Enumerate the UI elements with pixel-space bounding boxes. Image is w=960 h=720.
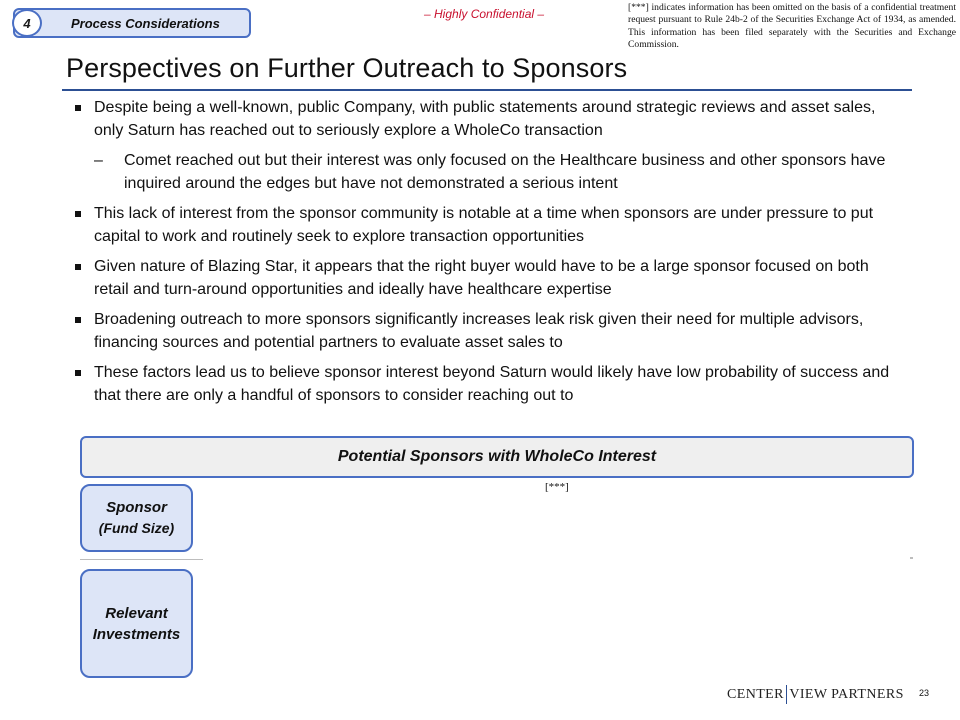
logo-text-right: VIEW PARTNERS xyxy=(789,686,904,702)
bullet-item: Broadening outreach to more sponsors significantly increases leak risk given their need for multiple advisors, financing sources and potential partners to evaluate asset sales to xyxy=(72,309,902,354)
bullet-item: These factors lead us to believe sponsor interest beyond Saturn would likely have low probability of success and that there are only a handful of sponsors to consider reaching out to xyxy=(72,362,902,407)
redaction-marker: [***] xyxy=(545,481,569,493)
bullet-item: Given nature of Blazing Star, it appears that the right buyer would have to be a large sponsor focused on both retail and turn-around opportunities and ideally have healthcare expertise xyxy=(72,256,902,301)
row-label-investments-line1: Relevant xyxy=(105,604,168,622)
bullet-item: This lack of interest from the sponsor community is notable at a time when sponsors are under pressure to put capital to work and routinely seek to explore transaction opportunities xyxy=(72,203,902,248)
sponsors-table-header: Potential Sponsors with WholeCo Interest xyxy=(80,436,914,478)
logo-divider-bar xyxy=(786,685,788,704)
confidentiality-disclaimer: [***] indicates information has been omitted on the basis of a confidential treatment request pursuant to Rule 24b-2 of the Securities Exchange Act of 1934, as amended. This information has been filed separately with the Securities and Exchange Commission. xyxy=(628,2,956,50)
bullet-list xyxy=(72,97,902,415)
row-divider xyxy=(80,559,203,560)
row-divider-end xyxy=(910,557,913,559)
page-number: 23 xyxy=(919,688,930,698)
row-label-sponsor-subtitle: (Fund Size) xyxy=(98,520,175,536)
row-label-sponsor-title: Sponsor xyxy=(106,499,167,516)
sub-bullet-text: Comet reached out but their interest was only focused on the Healthcare business and other sponsors have inquired around the edges but have not demonstrated a serious intent xyxy=(124,152,886,192)
row-label-relevant-investments xyxy=(80,569,193,678)
dash-marker: – xyxy=(94,152,103,169)
page-title: Perspectives on Further Outreach to Sponsors xyxy=(66,53,628,83)
company-logo xyxy=(727,685,904,704)
section-label: Process Considerations xyxy=(71,16,220,31)
section-number-badge: 4 xyxy=(12,9,42,37)
bullet-item: Despite being a well-known, public Company, with public statements around strategic reviews and asset sales, only Saturn has reached out to seriously explore a WholeCo transaction xyxy=(72,97,902,142)
title-underline xyxy=(62,89,912,91)
row-label-sponsor xyxy=(80,484,193,552)
row-label-investments-line2: Investments xyxy=(92,625,181,643)
sub-bullet-item xyxy=(72,150,902,195)
logo-text-left: CENTER xyxy=(727,686,784,702)
section-tab xyxy=(13,8,251,38)
confidential-label: – Highly Confidential – xyxy=(424,7,545,21)
